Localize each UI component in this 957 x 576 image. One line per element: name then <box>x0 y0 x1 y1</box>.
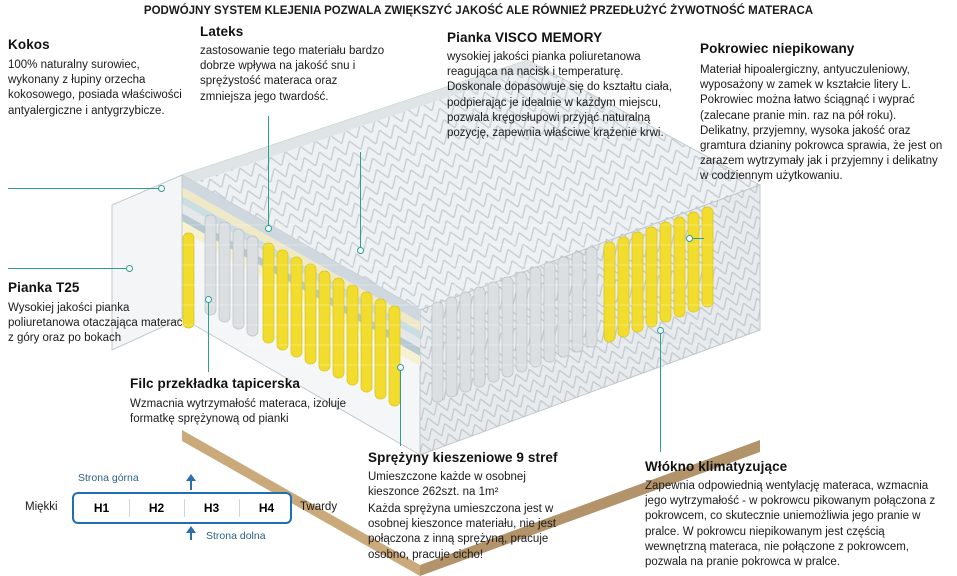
callout-text-wlokno: Zapewnia odpowiednią wentylację materaca, wzmacnia jego wytrzymałość - w pokrowcu pikowanym połączona z pokrowcem, co skutecznie uniemożliwia jego pranie w pralce. W pokrowcu niepikowanym jest częścią wewnętrzną materaca, nie połączone z pokrowcem, pozwala na pranie pokrowca w pralce. <box>645 480 936 569</box>
callout-text-pokrowiec: Materiał hipoalergiczny, antyuczuleniowy, wyposażony w zamek w kształcie litery L. Pokrowiec można łatwo ściągnąć i wyprać (zalecane pranie min. raz na pół roku). Delikatny, przyjemny, wysoka jakość oraz gramtura dzianiny pokrowca sprawia, że jest on zarazem wytrzymały jak i przyjemny i delikatny w codziennym użytkowaniu. <box>700 64 943 183</box>
leader-kokos <box>8 188 160 189</box>
callout-title-filc: Filc przekładka tapicerska <box>130 376 300 391</box>
leader-dot-pianka-t25 <box>126 265 133 272</box>
leader-dot-sprezyny <box>397 364 404 371</box>
leader-dot-kokos <box>158 185 165 192</box>
leader-dot-filc <box>205 296 212 303</box>
firmness-soft-label: Miękki <box>25 501 58 513</box>
callout-text-lateks: zastosowanie tego materiału bardzo dobrze wpływa na jakość snu i sprężystość materaca oraz zmniejsza jego twardość. <box>200 45 385 103</box>
leader-wlokno <box>660 330 661 452</box>
firmness-level-h1[interactable]: H1 <box>93 501 110 515</box>
firmness-level-h4[interactable]: H4 <box>258 501 275 515</box>
firmness-top-label: Strona górna <box>78 472 139 484</box>
leader-pianka-t25 <box>8 268 128 269</box>
leader-dot-lateks <box>265 225 272 232</box>
leader-lateks <box>268 116 269 228</box>
leader-dot-wlokno <box>657 327 664 334</box>
leader-dot-pokrowiec <box>686 235 693 242</box>
callout-text-visco: wysokiej jakości pianka poliuretanowa reagująca na nacisk i temperaturę. Doskonale dopasowuje się do kształtu ciała, podpierając je idealnie w każdym miejscu, pozwala kręgosłupowi przyjąć naturalną pozycję, zapewnia właściwe krążenie krwi. <box>447 51 673 140</box>
firmness-hard-label: Twardy <box>300 501 338 513</box>
callout-text-filc: Wzmacnia wytrzymałość materaca, izoluje formatkę sprężynową od pianki <box>130 398 347 426</box>
leader-sprezyny <box>400 368 401 446</box>
firmness-level-h2[interactable]: H2 <box>148 501 165 515</box>
firmness-level-h3[interactable]: H3 <box>203 501 220 515</box>
callout-title-lateks: Lateks <box>200 24 244 39</box>
top-banner: PODWÓJNY SYSTEM KLEJENIA POZWALA ZWIĘKSZYĆ JAKOŚĆ ALE RÓWNIEŻ PRZEDŁUŻYĆ ŻYWOTNOŚĆ MATERACA <box>143 5 814 17</box>
firmness-scale[interactable] <box>72 492 292 524</box>
callout-text-sprezyny-2: Każda sprężyna umieszczona jest w osobnej kieszonce materiału, nie jest połączona z inną sprężyną, pracuje osobno, pracuje cicho! <box>368 503 556 561</box>
callout-title-pokrowiec: Pokrowiec niepikowany <box>700 41 855 56</box>
firmness-top-arrow-stem <box>190 481 192 490</box>
firmness-top-arrow <box>186 474 196 481</box>
callout-text-kokos: 100% naturalny surowiec, wykonany z łupiny orzecha kokosowego, posiada właściwości antyalergiczne i antygrzybicze. <box>8 59 182 117</box>
leader-dot-visco <box>357 247 364 254</box>
leader-visco <box>360 152 361 250</box>
firmness-bottom-arrow <box>186 526 196 533</box>
callout-title-pianka-t25: Pianka T25 <box>8 280 80 295</box>
callout-text-sprezyny-1: Umieszczone każde w osobnej kieszonce 262szt. na 1m² <box>368 471 526 499</box>
firmness-bottom-label: Strona dolna <box>206 530 266 542</box>
callout-text-pianka-t25: Wysokiej jakości pianka poliuretanowa otaczająca materac z góry oraz po bokach <box>8 302 183 345</box>
leader-filc <box>208 300 209 372</box>
callout-title-wlokno: Włókno klimatyzujące <box>645 459 788 474</box>
callout-title-sprezyny: Sprężyny kieszeniowe 9 stref <box>368 450 558 465</box>
callout-title-kokos: Kokos <box>8 37 50 52</box>
callout-title-visco: Pianka VISCO MEMORY <box>447 30 603 45</box>
